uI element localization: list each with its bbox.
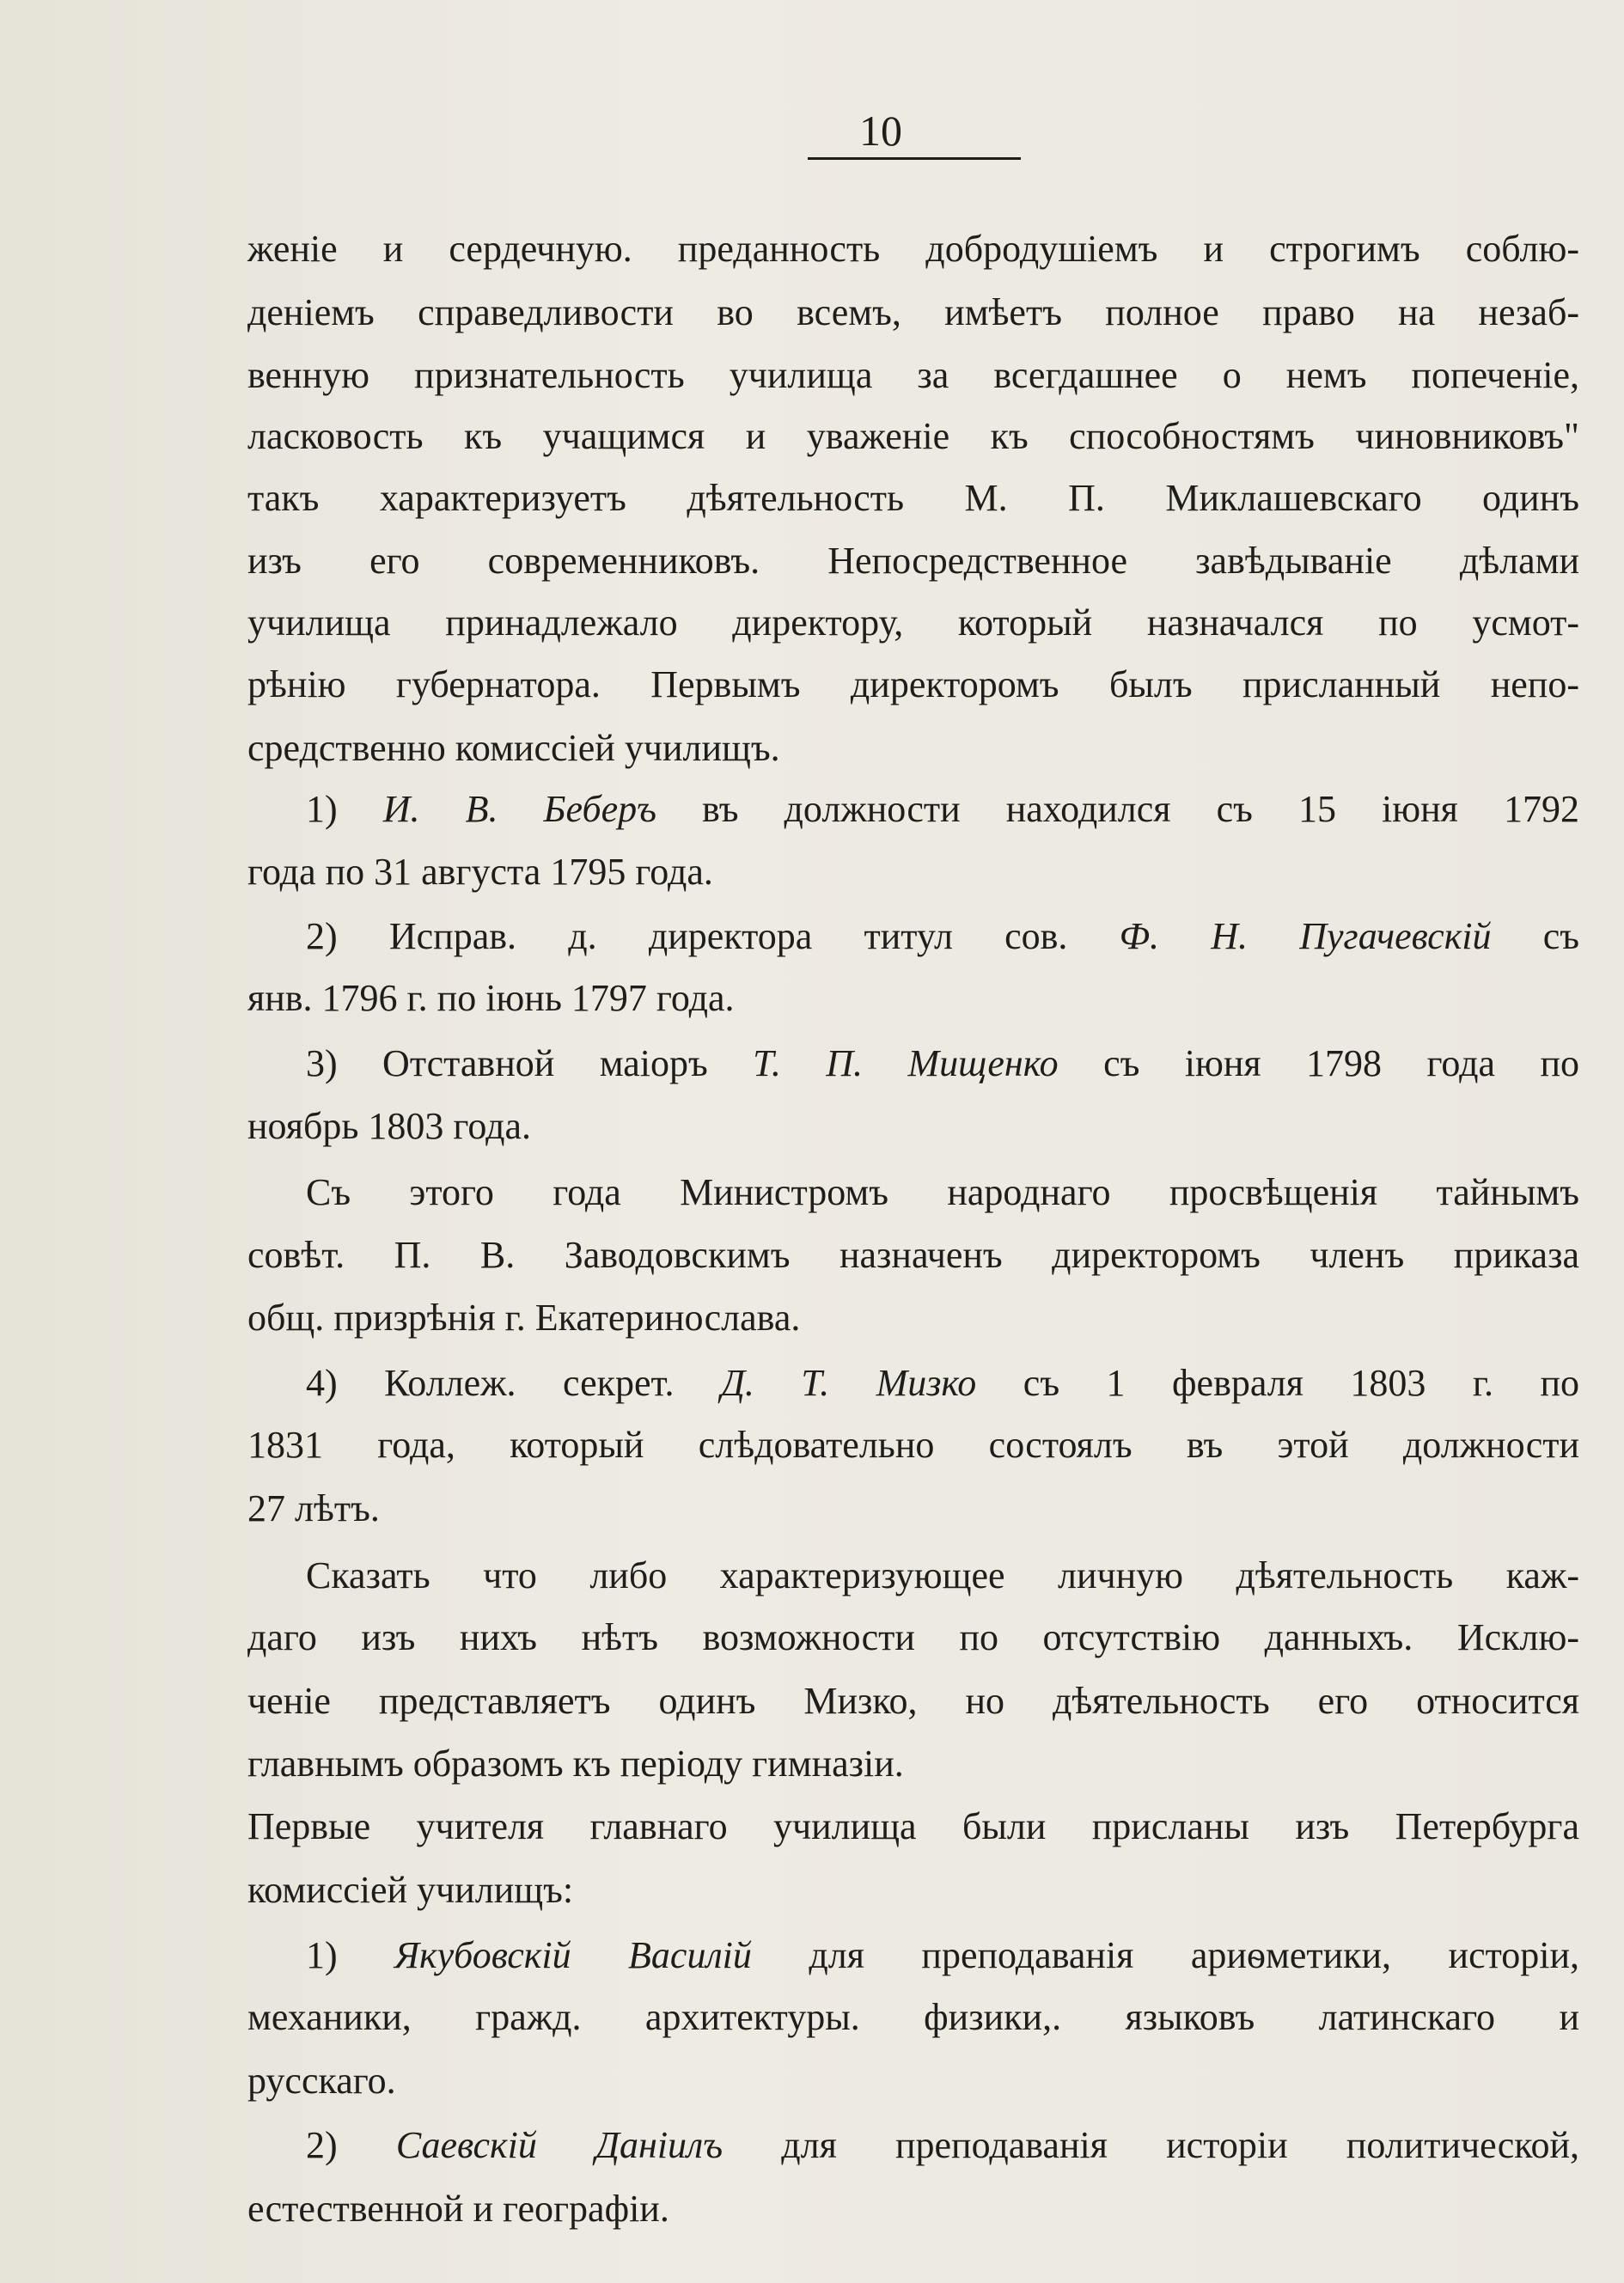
teacher-name: Якубовскій Василій: [394, 1934, 752, 1976]
director-4-line: 4) Коллеж. секрет. Д. Т. Мизко съ 1 февраля 1803 г. по: [306, 1362, 1580, 1404]
director-2-line-2: янв. 1796 г. по іюнь 1797 года.: [247, 977, 735, 1019]
data-line-2: даго изъ нихъ нѣтъ возможности по отсутствію данныхъ. Исклю-: [247, 1616, 1579, 1658]
opening-line: изъ его современниковъ. Непосредственное завѣдываніе дѣлами: [247, 540, 1579, 582]
opening-line: такъ характеризуетъ дѣятельность М. П. Миклашевскаго одинъ: [247, 477, 1579, 519]
director-name: Д. Т. Мизко: [720, 1362, 977, 1404]
director-4-line-3: 27 лѣтъ.: [247, 1487, 380, 1529]
data-line-3: ченіе представляетъ одинъ Мизко, но дѣятельность его относится: [247, 1680, 1579, 1722]
data-line-1: Сказать что либо характеризующее личную дѣятельность каж-: [306, 1554, 1579, 1596]
teacher-1-line: 1) Якубовскій Василій для преподаванія ариѳметики, исторіи,: [306, 1934, 1580, 1976]
director-4-line-2: 1831 года, который слѣдовательно состоялъ въ этой должности: [247, 1424, 1579, 1466]
teachers-intro-line-2: комиссіей училищъ:: [247, 1869, 574, 1911]
director-name: Ф. Н. Пугачевскій: [1119, 915, 1492, 957]
teacher-1-line-3: русскаго.: [247, 2060, 396, 2102]
data-line-4: главнымъ образомъ къ періоду гимназіи.: [247, 1743, 904, 1785]
ministry-line-2: совѣт. П. В. Заводовскимъ назначенъ директоромъ членъ приказа: [247, 1234, 1579, 1276]
director-2-line: 2) Исправ. д. директора титул сов. Ф. Н. Пугачевскій съ: [306, 915, 1580, 957]
ministry-line-3: общ. призрѣнія г. Екатеринослава.: [247, 1297, 801, 1339]
teacher-2-line: 2) Саевскій Даніилъ для преподаванія исторіи политической,: [306, 2124, 1579, 2166]
opening-line: венную признательность училища за всегдашнее о немъ попеченіе,: [247, 354, 1579, 396]
opening-line: рѣнію губернатора. Первымъ директоромъ былъ присланный непо-: [247, 663, 1579, 705]
director-1-line-2: года по 31 августа 1795 года.: [247, 851, 713, 893]
opening-line: женіе и сердечную. преданность добродушіемъ и строгимъ соблю-: [247, 228, 1579, 270]
teacher-2-line-2: естественной и географіи.: [247, 2188, 669, 2230]
opening-line: училища принадлежало директору, который назначался по усмот-: [247, 601, 1579, 644]
director-3-line: 3) Отставной маіоръ Т. П. Мищенко съ іюня 1798 года по: [306, 1042, 1580, 1084]
header-rule: [808, 157, 1021, 160]
ministry-line-1: Съ этого года Министромъ народнаго просвѣщенія тайнымъ: [306, 1171, 1579, 1213]
teacher-name: Саевскій Даніилъ: [395, 2124, 723, 2166]
director-3-line-2: ноябрь 1803 года.: [247, 1105, 531, 1147]
director-name: И. В. Беберъ: [382, 788, 656, 830]
opening-line: деніемъ справедливости во всемъ, имѣетъ полное право на незаб-: [247, 291, 1579, 333]
teachers-intro-line-1: Первые учителя главнаго училища были присланы изъ Петербурга: [247, 1805, 1579, 1847]
director-name: Т. П. Мищенко: [753, 1042, 1059, 1084]
teacher-1-line-2: механики, гражд. архитектуры. физики,. языковъ латинскаго и: [247, 1996, 1579, 2038]
opening-line: средственно комиссіей училищъ.: [247, 727, 780, 769]
director-1-line: 1) И. В. Беберъ въ должности находился съ 15 іюня 1792: [306, 788, 1579, 830]
opening-line: ласковость къ учащимся и уваженіе къ способностямъ чиновниковъ": [247, 415, 1579, 457]
page-number: 10: [859, 107, 902, 155]
